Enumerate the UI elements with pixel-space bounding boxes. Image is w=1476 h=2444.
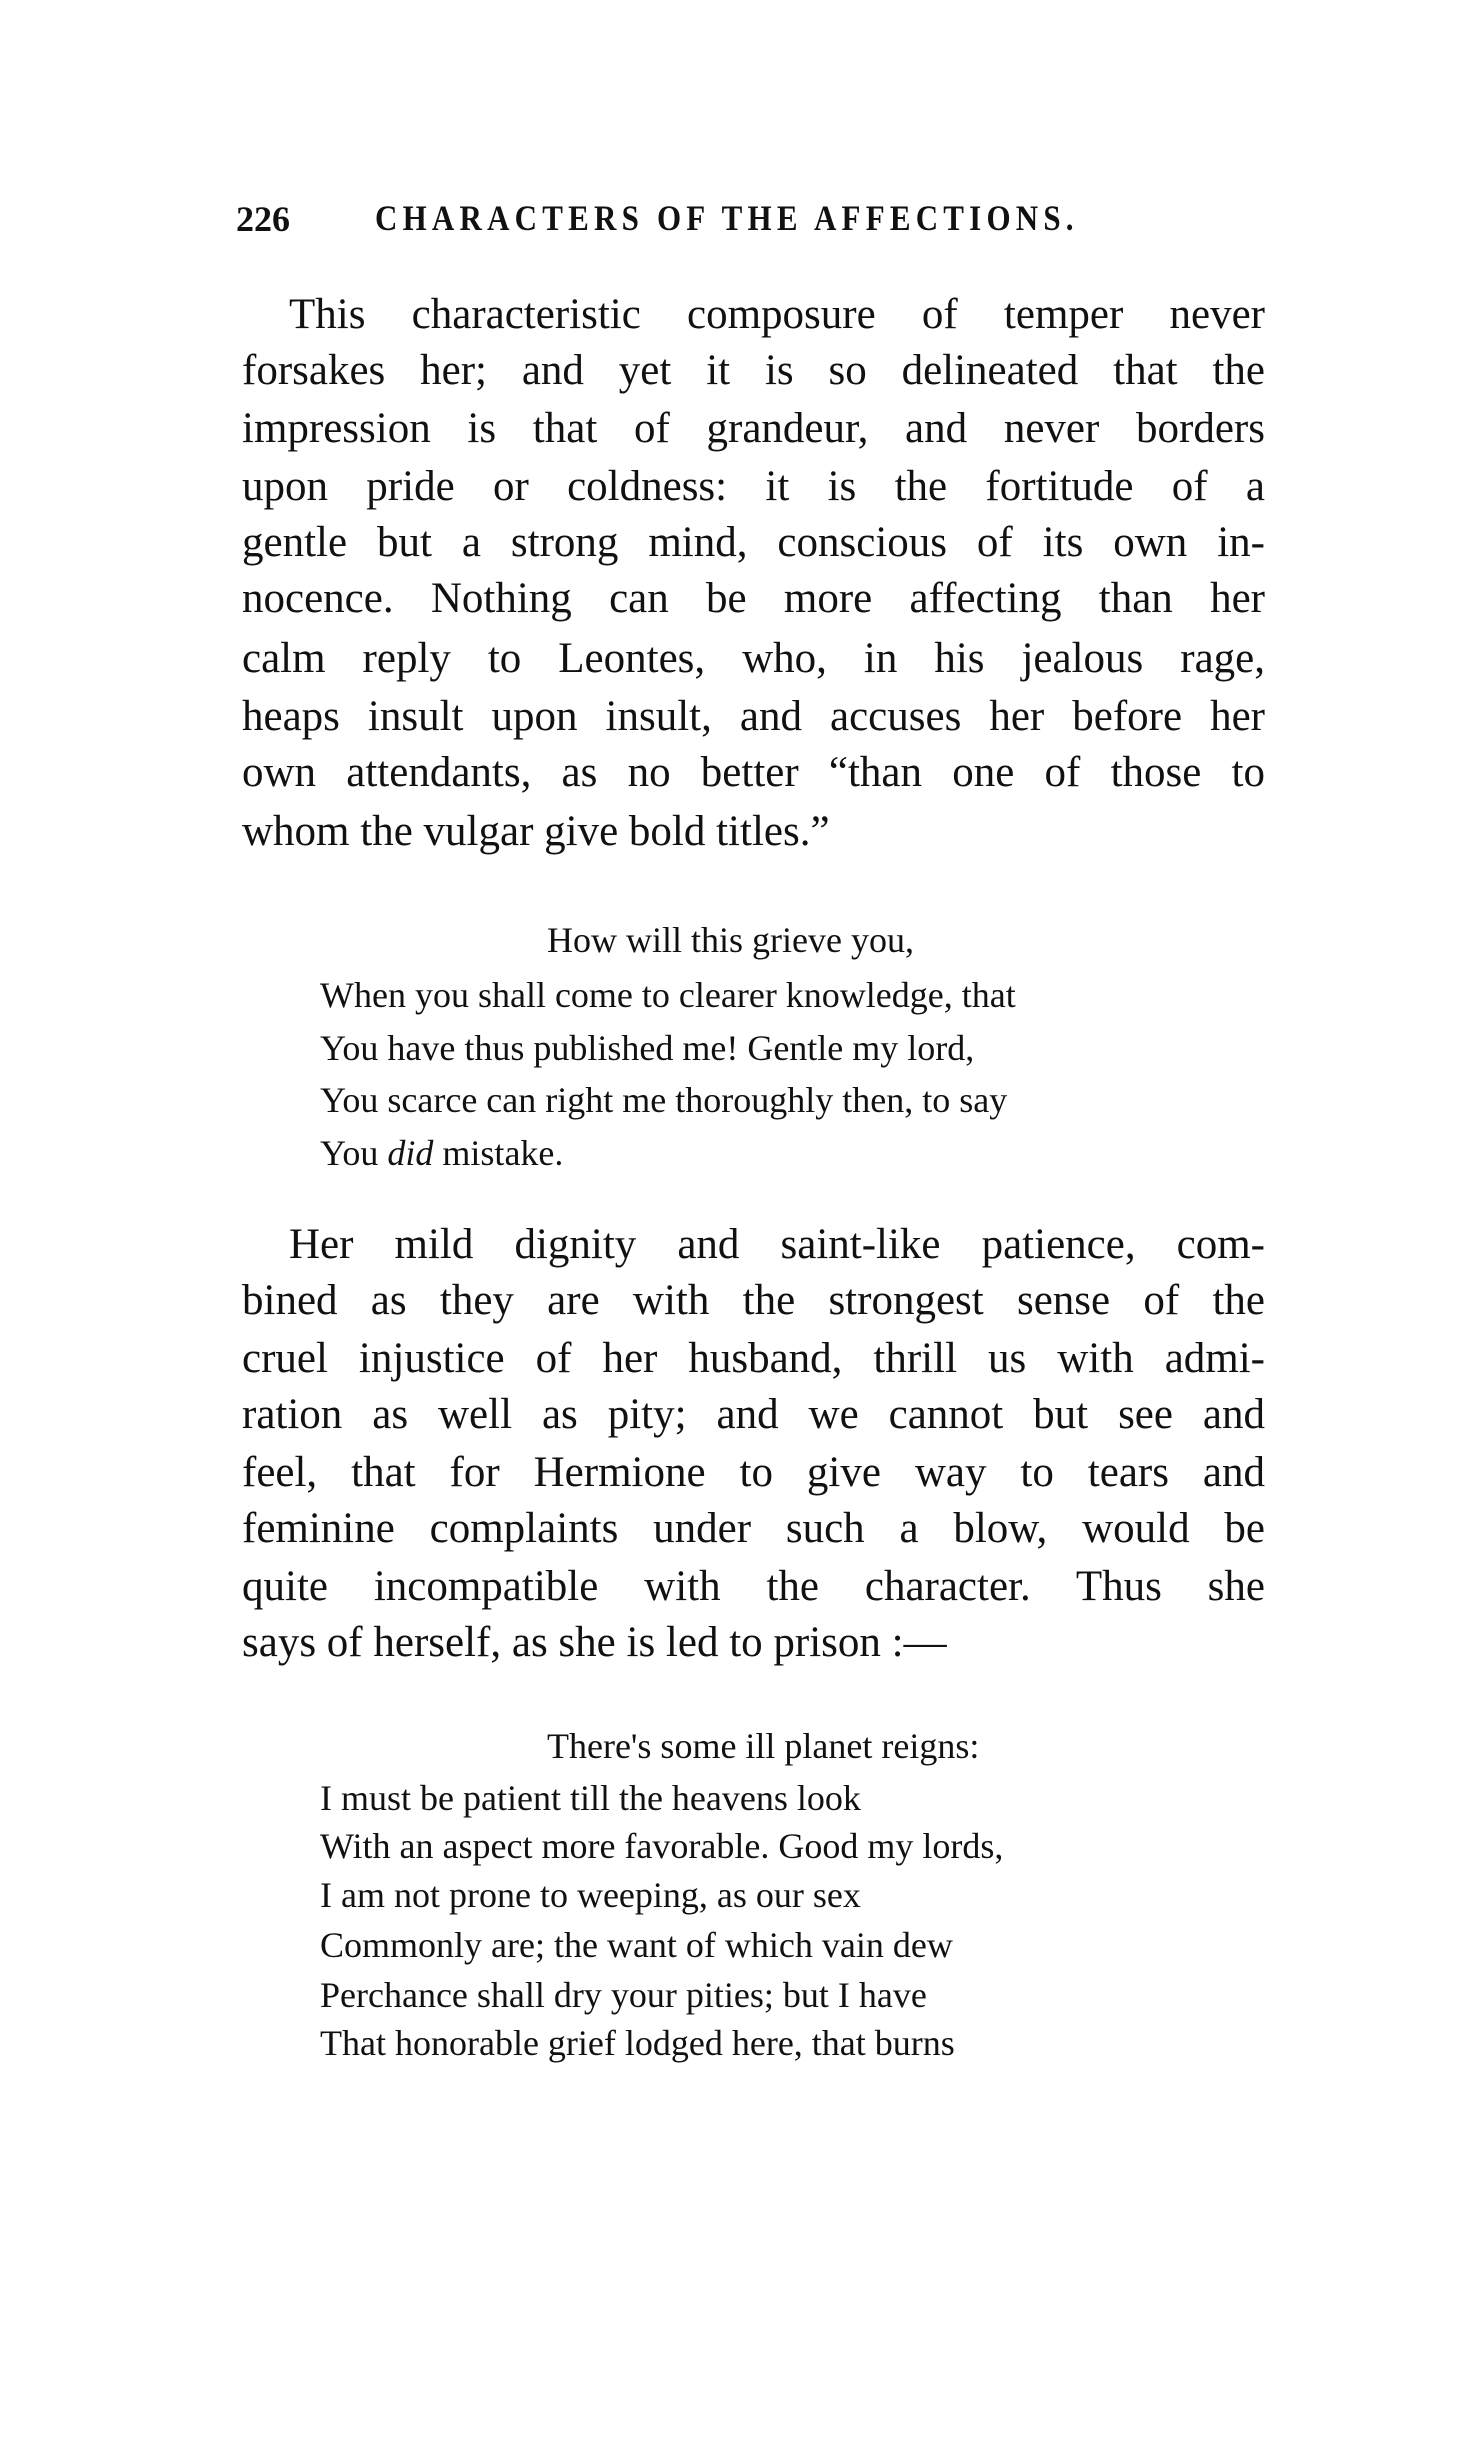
verse-emphasis: did bbox=[387, 1133, 434, 1173]
verse-line: Perchance shall dry your pities; but I have bbox=[320, 1975, 927, 2015]
verse-line: With an aspect more favorable. Good my lords, bbox=[320, 1826, 1004, 1866]
verse-line: Commonly are; the want of which vain dew bbox=[320, 1925, 953, 1965]
paragraph-line: whom the vulgar give bold titles.” bbox=[242, 808, 830, 855]
verse-line: You scarce can right me thoroughly then, to say bbox=[320, 1080, 1008, 1120]
verse-line: I must be patient till the heavens look bbox=[320, 1778, 861, 1818]
verse-line: That honorable grief lodged here, that burns bbox=[320, 2023, 955, 2063]
verse-line bbox=[320, 1132, 563, 1174]
verse-line: There's some ill planet reigns: bbox=[547, 1726, 980, 1766]
paragraph-line: cruel injustice of her husband, thrill us with admi- bbox=[242, 1335, 1265, 1382]
paragraph-line: heaps insult upon insult, and accuses her before her bbox=[242, 693, 1265, 740]
page-number: 226 bbox=[236, 199, 290, 239]
verse-text: mistake. bbox=[433, 1133, 564, 1173]
paragraph-line: feminine complaints under such a blow, would be bbox=[242, 1505, 1265, 1552]
paragraph-line: bined as they are with the strongest sense of the bbox=[242, 1277, 1265, 1324]
paragraph-line: feel, that for Hermione to give way to tears and bbox=[242, 1449, 1265, 1496]
paragraph-line: nocence. Nothing can be more affecting than her bbox=[242, 575, 1265, 622]
paragraph-line: upon pride or coldness: it is the fortitude of a bbox=[242, 463, 1265, 510]
paragraph-line: own attendants, as no better “than one of those to bbox=[242, 749, 1265, 796]
paragraph-line: says of herself, as she is led to prison :— bbox=[242, 1619, 947, 1666]
paragraph-line: ration as well as pity; and we cannot but see and bbox=[242, 1391, 1265, 1438]
paragraph-line: This characteristic composure of temper never bbox=[289, 291, 1265, 338]
verse-line: How will this grieve you, bbox=[547, 920, 914, 960]
verse-text: You bbox=[320, 1133, 388, 1173]
verse-line: You have thus published me! Gentle my lord, bbox=[320, 1028, 975, 1068]
paragraph-line: forsakes her; and yet it is so delineated that the bbox=[242, 347, 1265, 394]
paragraph-line: quite incompatible with the character. Thus she bbox=[242, 1563, 1265, 1610]
paragraph-line: gentle but a strong mind, conscious of its own in- bbox=[242, 519, 1265, 566]
paragraph-line: calm reply to Leontes, who, in his jealous rage, bbox=[242, 635, 1265, 682]
running-title: CHARACTERS OF THE AFFECTIONS. bbox=[375, 198, 1079, 239]
verse-line: I am not prone to weeping, as our sex bbox=[320, 1875, 861, 1915]
paragraph-line: Her mild dignity and saint-like patience, com- bbox=[289, 1221, 1265, 1268]
paragraph-line: impression is that of grandeur, and never borders bbox=[242, 405, 1265, 452]
verse-line: When you shall come to clearer knowledge, that bbox=[320, 975, 1016, 1015]
